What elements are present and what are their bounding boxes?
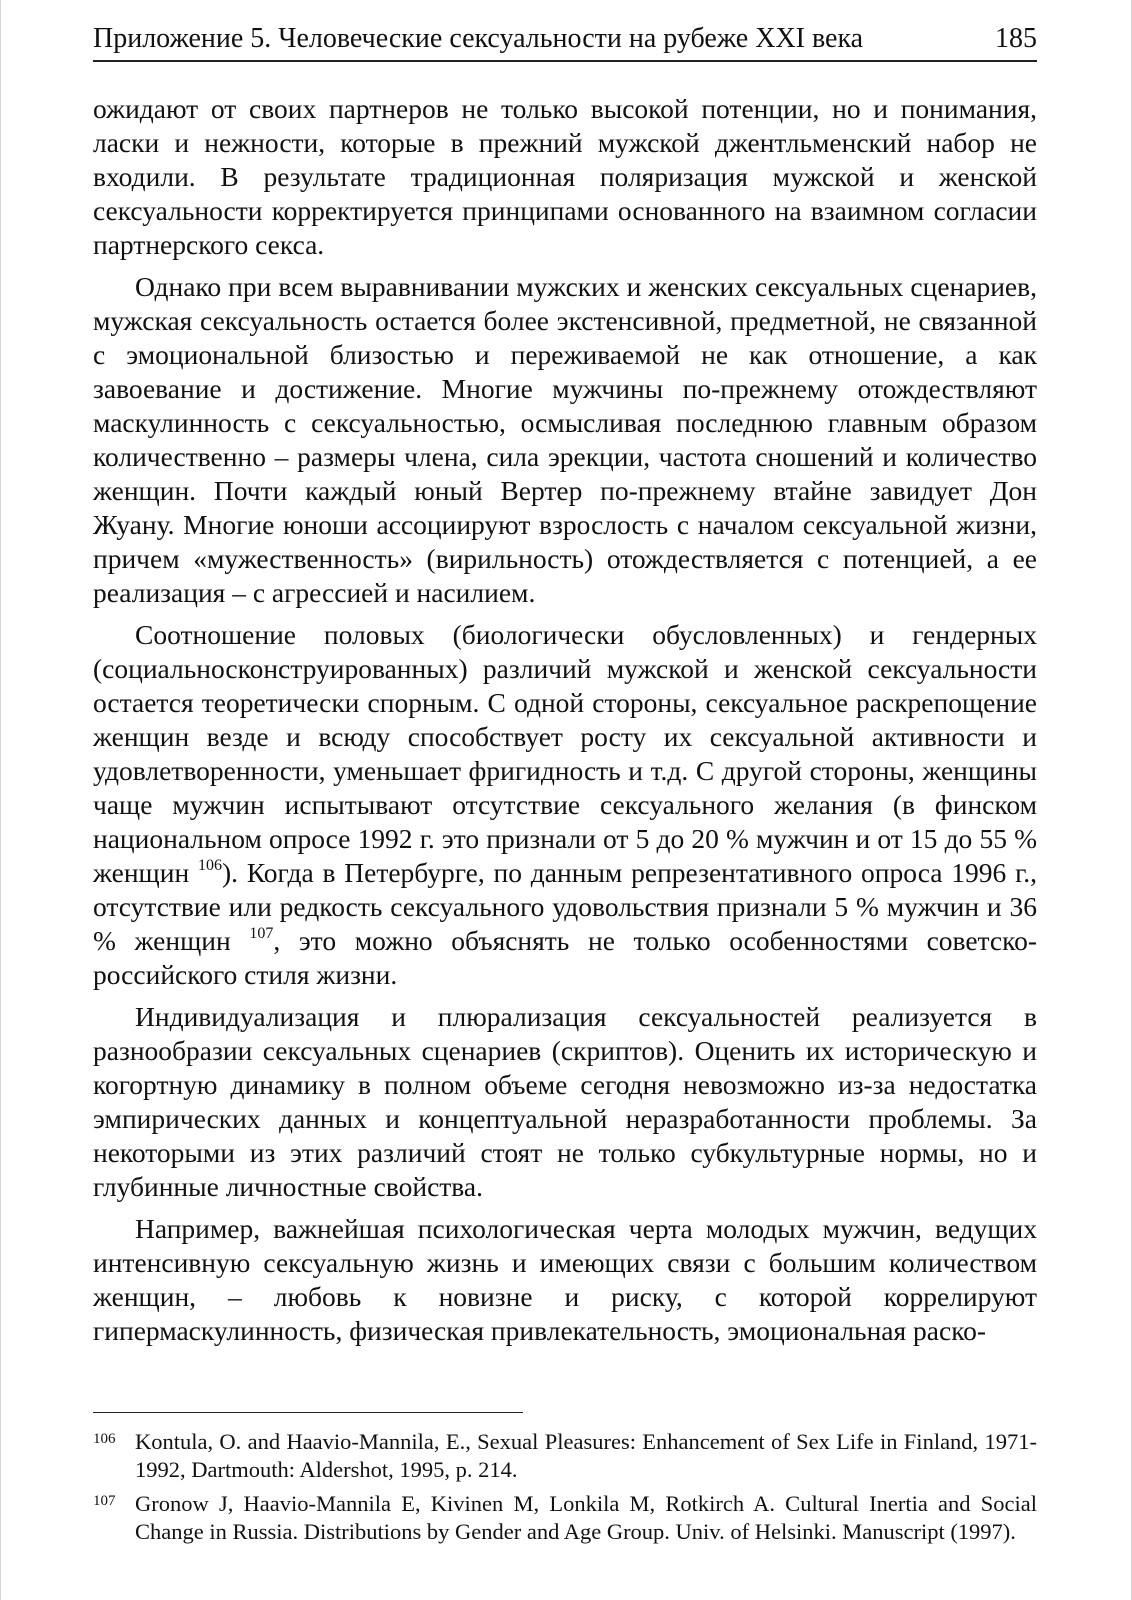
main-text — [93, 92, 1037, 1356]
paragraph-1: ожидают от своих партнеров не только высокой потенции, но и понимания, ласки и нежности, которые в прежний мужской джентльменский набор не входили. В результате традиционная поляризация мужской и женской сексуальности корректируется принципами основанного на взаимном согласии партнерского секса. — [93, 93, 1037, 260]
paragraph-3-part-c: , это можно объяснять не только особенностями советско-российского стиля жизни. — [93, 925, 1037, 990]
paragraph-5: Например, важнейшая психологическая черта молодых мужчин, ведущих интенсивную сексуальную жизнь и имеющих связи с большим количеством женщин, – любовь к новизне и риску, с которой коррелируют гипермаскулинность, физическая привлекательность, эмоциональная раско- — [93, 1213, 1037, 1346]
footnote-text: Kontula, O. and Haavio-Mannila, E., Sexual Pleasures: Enhancement of Sex Life in Finland, 1971-1992, Dartmouth: Aldershot, 1995, p. 214. — [135, 1429, 1037, 1482]
footnote-separator — [93, 1412, 523, 1413]
footnote-ref-106: 106 — [197, 856, 222, 874]
paragraph-4: Индивидуализация и плюрализация сексуальностей реализуется в разнообразии сексуальных сценариев (скриптов). Оценить их историческую и когортную динамику в полном объеме сегодня невозможно из-за недостатка эмпирических данных и концептуальной неразработанности проблемы. За некоторыми из этих различий стоят не только субкультурные нормы, но и глубинные личностные свойства. — [93, 1001, 1037, 1202]
footnote-text: Gronow J, Haavio-Mannila E, Kivinen M, Lonkila M, Rotkirch A. Cultural Inertia and Social Change in Russia. Distributions by Gender and Age Group. Univ. of Helsinki. Manuscript (1997). — [135, 1491, 1037, 1544]
running-title: Приложение 5. Человеческие сексуальности на рубеже XXI века — [93, 23, 864, 54]
footnote-107 — [93, 1490, 1037, 1546]
footnote-number: 106 — [93, 1431, 116, 1447]
footnote-106 — [93, 1428, 1037, 1484]
footnote-ref-107: 107 — [249, 924, 274, 942]
paragraph-3-part-a: Соотношение половых (биологически обусловленных) и гендерных (социальносконструированных) различий мужской и женской сексуальности остается теоретически спорным. С одной стороны, сексуальное раскрепощение женщин везде и всюду способствует росту их сексуальной активности и удовлетворенности, уменьшает фригидность и т.д. С другой стороны, женщины чаще мужчин испытывают отсутствие сексуального желания (в финском национальном опросе 1992 г. это признали от 5 до 20 % мужчин и от 15 до 55 % женщин — [93, 619, 1037, 888]
running-header — [93, 18, 1037, 62]
page-number: 185 — [995, 23, 1037, 54]
paragraph-3 — [93, 618, 1037, 992]
footnotes — [93, 1428, 1037, 1552]
paragraph-2: Однако при всем выравнивании мужских и женских сексуальных сценариев, мужская сексуальность остается более экстенсивной, предметной, не связанной с эмоциональной близостью и переживаемой не как отношение, а как завоевание и достижение. Многие мужчины по-прежнему отождествляют маскулинность с сексуальностью, осмысливая последнюю главным образом количественно – размеры члена, сила эрекции, частота сношений и количество женщин. Почти каждый юный Вертер по-прежнему втайне завидует Дон Жуану. Многие юноши ассоциируют взрослость с началом сексуальной жизни, причем «мужественность» (вирильность) отождествляется с потенцией, а ее реализация – с агрессией и насилием. — [93, 271, 1037, 608]
paragraph-3-part-b: ). Когда в Петербурге, по данным репрезентативного опроса 1996 г., отсутствие или редкость сексуального удовольствия признали 5 % мужчин и 36 % женщин — [93, 857, 1037, 956]
footnote-number: 107 — [93, 1493, 116, 1509]
